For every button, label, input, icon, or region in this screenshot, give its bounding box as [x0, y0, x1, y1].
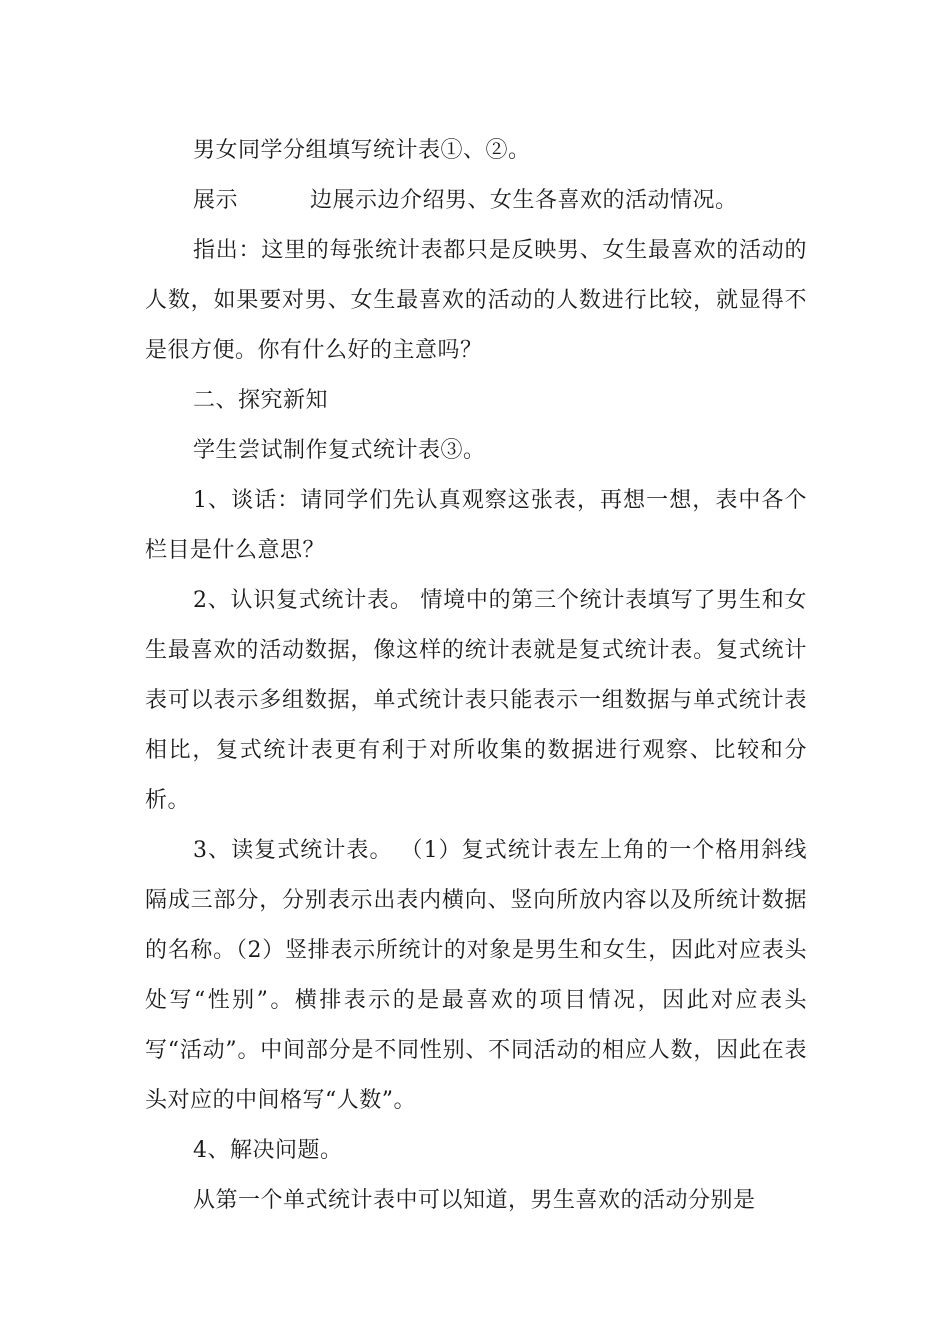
- paragraph-step-3: [145, 826, 807, 1126]
- paragraph-text: 3、读复式统计表。 （1）复式统计表左上角的一个格用斜线隔成三部分，分别表示出表内横向、竖向所放内容以及所统计数据的名称。（2）竖排表示所统计的对象是男生和女生，因此对应表头处写“性别”。横排表示的是最喜欢的项目情况，因此对应表头写“活动”。中间部分是不同性别、不同活动的相应人数，因此在表头对应的中间格写“人数”。: [145, 838, 807, 1113]
- paragraph-conclusion: [145, 1176, 807, 1226]
- paragraph-point-out: [145, 226, 807, 376]
- paragraph-step-4: [145, 1126, 807, 1176]
- paragraph-step-1: [145, 476, 807, 576]
- document-body: [145, 126, 807, 1226]
- paragraph-text: 指出：这里的每张统计表都只是反映男、女生最喜欢的活动的人数，如果要对男、女生最喜欢的活动的人数进行比较，就显得不是很方便。你有什么好的主意吗？: [145, 238, 807, 363]
- paragraph-student-try: [145, 426, 807, 476]
- heading-text: 二、探究新知: [193, 388, 329, 413]
- section-heading-explore: [145, 376, 807, 426]
- paragraph-text: 男女同学分组填写统计表①、②。: [193, 138, 531, 163]
- paragraph-text: 从第一个单式统计表中可以知道，男生喜欢的活动分别是: [193, 1188, 756, 1213]
- paragraph-text: 4、解决问题。: [193, 1138, 343, 1163]
- paragraph-show: [145, 176, 807, 226]
- paragraph-text: 学生尝试制作复式统计表③。: [193, 438, 486, 463]
- paragraph-group-fill: [145, 126, 807, 176]
- paragraph-text: 2、认识复式统计表。 情境中的第三个统计表填写了男生和女生最喜欢的活动数据，像这样的统计表就是复式统计表。复式统计表可以表示多组数据，单式统计表只能表示一组数据与单式统计表相比，复式统计表更有利于对所收集的数据进行观察、比较和分析。: [145, 588, 807, 813]
- paragraph-text: 1、谈话：请同学们先认真观察这张表，再想一想，表中各个栏目是什么意思？: [145, 488, 807, 563]
- paragraph-text: 边展示边介绍男、女生各喜欢的活动情况。: [310, 188, 738, 213]
- paragraph-step-2: [145, 576, 807, 826]
- paragraph-label: 展示: [193, 188, 239, 213]
